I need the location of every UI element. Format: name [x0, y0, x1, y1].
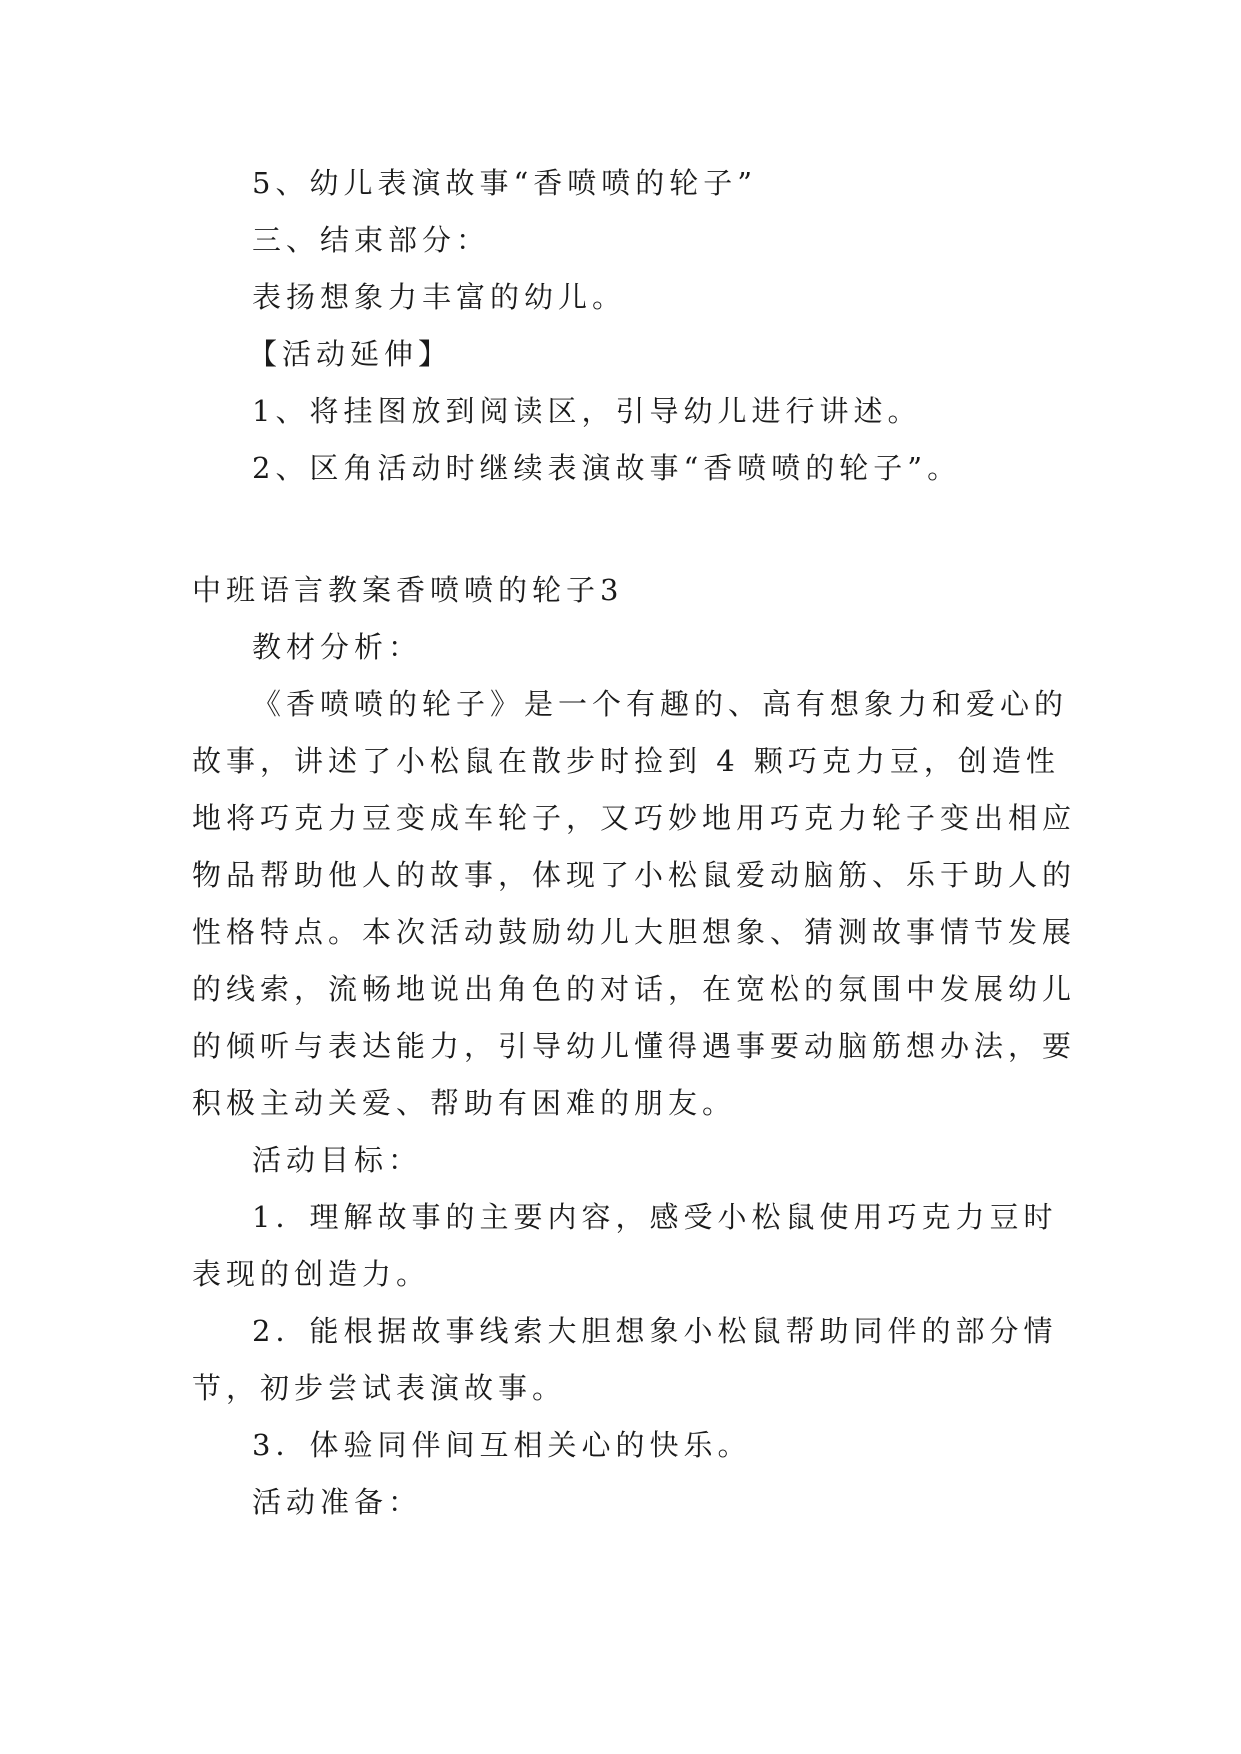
paragraph-line: 物品帮助他人的故事，体现了小松鼠爱动脑筋、乐于助人的: [192, 858, 1077, 892]
section-heading: 活动准备：: [252, 1485, 423, 1519]
paragraph-line: 地将巧克力豆变成车轮子，又巧妙地用巧克力轮子变出相应: [192, 801, 1077, 835]
list-item: 1．理解故事的主要内容，感受小松鼠使用巧克力豆时: [252, 1200, 1058, 1234]
text-line: 2、区角活动时继续表演故事“香喷喷的轮子”。: [252, 451, 962, 485]
section-heading: 教材分析：: [252, 630, 423, 664]
list-item-continuation: 节，初步尝试表演故事。: [192, 1371, 567, 1405]
document-title: 中班语言教案香喷喷的轮子3: [192, 573, 624, 607]
paragraph-line: 积极主动关爱、帮助有困难的朋友。: [192, 1086, 737, 1120]
paragraph-line: 性格特点。本次活动鼓励幼儿大胆想象、猜测故事情节发展: [192, 915, 1077, 949]
list-item: 2．能根据故事线索大胆想象小松鼠帮助同伴的部分情: [252, 1314, 1058, 1348]
list-item: 3．体验同伴间互相关心的快乐。: [252, 1428, 752, 1462]
paragraph-line: 的倾听与表达能力，引导幼儿懂得遇事要动脑筋想办法，要: [192, 1029, 1077, 1063]
paragraph-line: 《香喷喷的轮子》是一个有趣的、高有想象力和爱心的: [252, 687, 1069, 721]
section-heading: 活动目标：: [252, 1143, 423, 1177]
text-line: 5、幼儿表演故事“香喷喷的轮子”: [252, 166, 758, 200]
text-line: 1、将挂图放到阅读区，引导幼儿进行讲述。: [252, 394, 922, 428]
list-item-continuation: 表现的创造力。: [192, 1257, 431, 1291]
section-heading: 【活动延伸】: [248, 337, 453, 371]
section-heading: 三、结束部分：: [252, 223, 491, 257]
text-line: 表扬想象力丰富的幼儿。: [252, 280, 627, 314]
paragraph-line: 的线索，流畅地说出角色的对话，在宽松的氛围中发展幼儿: [192, 972, 1077, 1006]
paragraph-line: 故事，讲述了小松鼠在散步时捡到 4 颗巧克力豆，创造性: [192, 744, 1060, 778]
